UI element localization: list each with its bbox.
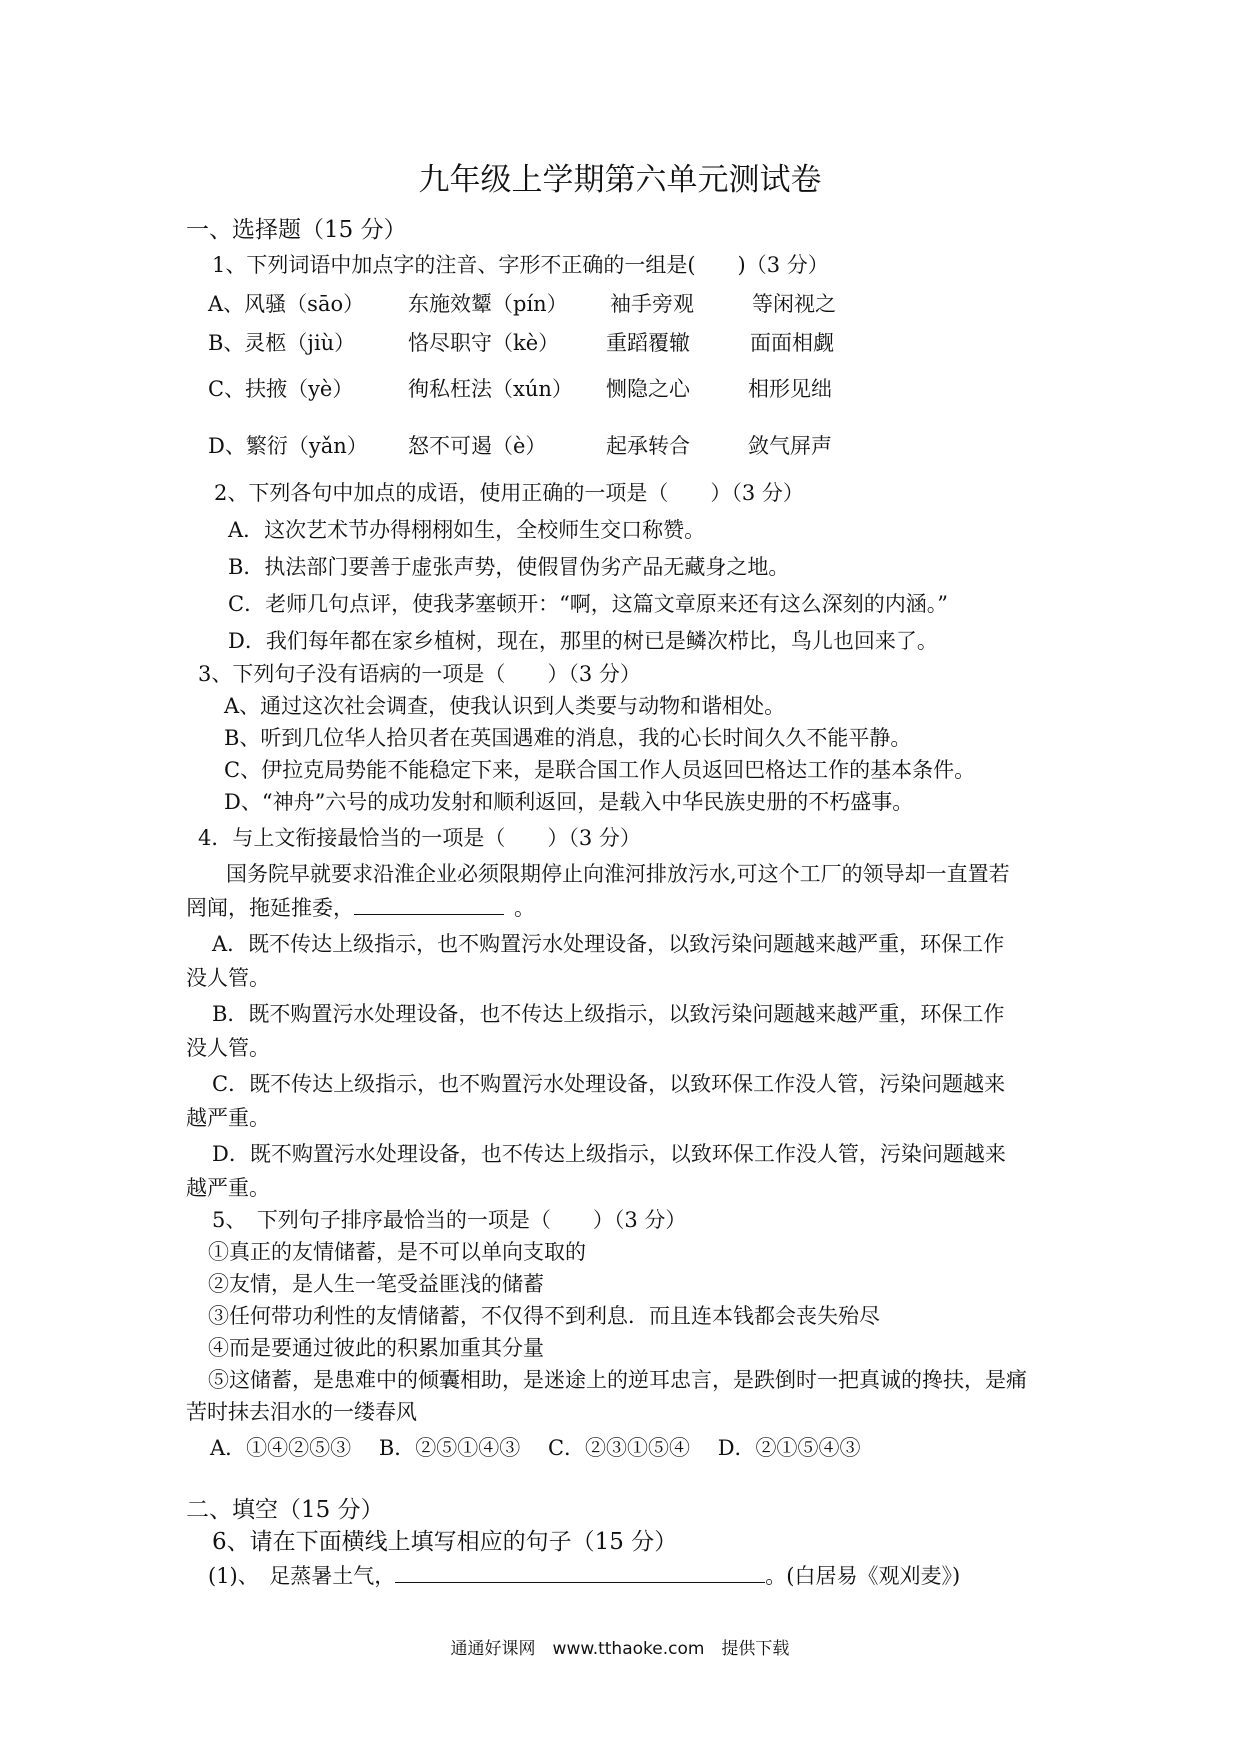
q1-row-d-1: D、繁衍（yǎn） [208,434,368,458]
q5-item-5: ⑤这储蓄，是患难中的倾囊相助，是迷途上的逆耳忠言，是跌倒时一把真诚的搀扶，是痛 [208,1368,1027,1392]
q4-option-c: C．既不传达上级指示，也不购置污水处理设备，以致环保工作没人管，污染问题越来 [212,1072,1006,1096]
q6-item-1-blank[interactable] [395,1564,765,1583]
q6-item-1 [208,1562,960,1590]
page-footer: 通通好课网 www.tthaoke.com 提供下载 [450,1639,790,1659]
q4-answer-blank[interactable] [354,896,504,915]
q2-option-d: D．我们每年都在家乡植树，现在，那里的树已是鳞次栉比，鸟儿也回来了。 [228,629,938,653]
q4-option-a-cont: 没人管。 [186,966,270,990]
q6-item-1-suffix: 。(白居易《观刈麦》) [765,1564,961,1588]
q5-stem: 5、 下列句子排序最恰当的一项是（ ）（3 分） [212,1208,687,1232]
q4-passage-text: 罔闻，拖延推委， [186,896,354,920]
q4-passage-line2 [186,894,535,922]
q2-option-c: C．老师几句点评，使我茅塞顿开：“啊，这篇文章原来还有这么深刻的内涵。” [228,592,949,616]
q1-row-b-3: 重蹈覆辙 [606,331,690,355]
q4-passage-line1: 国务院早就要求沿淮企业必须限期停止向淮河排放污水,可这个工厂的领导却一直置若 [226,862,1010,886]
q1-row-d-2: 怒不可遏（è） [408,434,547,458]
page-title: 九年级上学期第六单元测试卷 [418,162,822,198]
q3-stem: 3、下列句子没有语病的一项是（ ）（3 分） [198,662,641,686]
q5-item-1: ①真正的友情储蓄，是不可以单向支取的 [208,1240,586,1264]
q1-row-b-4: 面面相觑 [750,331,834,355]
q3-option-b: B、听到几位华人拾贝者在英国遇难的消息，我的心长时间久久不能平静。 [224,726,912,750]
q1-row-a-4: 等闲视之 [752,292,836,316]
section-2-heading: 二、填空（15 分） [186,1497,384,1523]
q4-stem: 4．与上文衔接最恰当的一项是（ ）（3 分） [198,826,641,850]
q1-row-b-1: B、灵柩（jiù） [208,331,356,355]
q5-item-5-cont: 苦时抹去泪水的一缕春风 [186,1400,417,1424]
q4-option-c-cont: 越严重。 [186,1106,270,1130]
q2-option-a: A．这次艺术节办得栩栩如生，全校师生交口称赞。 [228,518,706,542]
q2-stem: 2、下列各句中加点的成语，使用正确的一项是（ ）（3 分） [214,481,804,505]
q1-row-a-3: 袖手旁观 [610,292,694,316]
q2-option-b: B．执法部门要善于虚张声势，使假冒伪劣产品无藏身之地。 [228,555,790,579]
q1-row-c-1: C、扶掖（yè） [208,377,354,401]
q1-row-c-2: 徇私枉法（xún） [408,377,573,401]
q5-item-3: ③任何带功利性的友情储蓄，不仅得不到利息．而且连本钱都会丧失殆尽 [208,1304,880,1328]
q4-option-b-cont: 没人管。 [186,1036,270,1060]
q4-passage-period: 。 [514,896,535,920]
section-1-heading: 一、选择题（15 分） [186,217,407,243]
q1-row-c-4: 相形见绌 [748,377,832,401]
q4-option-d: D．既不购置污水处理设备，也不传达上级指示，以致环保工作没人管，污染问题越来 [212,1142,1006,1166]
q6-item-1-prefix: (1)、 足蒸暑土气， [208,1564,396,1588]
q5-answer-choices: A．①④②⑤③ B．②⑤①④③ C．②③①⑤④ D．②①⑤④③ [210,1436,861,1460]
q3-option-a: A、通过这次社会调查，使我认识到人类要与动物和谐相处。 [224,694,786,718]
q1-row-a-1: A、风骚（sāo） [208,292,365,316]
q1-stem: 1、下列词语中加点字的注音、字形不正确的一组是( )（3 分） [212,253,829,277]
q4-option-d-cont: 越严重。 [186,1176,270,1200]
q4-option-a: A．既不传达上级指示，也不购置污水处理设备，以致污染问题越来越严重，环保工作 [212,932,1005,956]
q6-stem: 6、请在下面横线上填写相应的句子（15 分） [212,1529,678,1555]
q3-option-c: C、伊拉克局势能不能稳定下来，是联合国工作人员返回巴格达工作的基本条件。 [224,758,976,782]
q1-row-a-2: 东施效颦（pín） [408,292,568,316]
q1-row-d-4: 敛气屏声 [748,434,832,458]
q1-row-d-3: 起承转合 [606,434,690,458]
q4-option-b: B．既不购置污水处理设备，也不传达上级指示，以致污染问题越来越严重，环保工作 [212,1002,1005,1026]
q1-row-b-2: 恪尽职守（kè） [408,331,560,355]
q5-item-2: ②友情，是人生一笔受益匪浅的储蓄 [208,1272,544,1296]
q3-option-d: D、“神舟”六号的成功发射和顺利返回，是载入中华民族史册的不朽盛事。 [224,790,914,814]
q1-row-c-3: 恻隐之心 [606,377,690,401]
q5-item-4: ④而是要通过彼此的积累加重其分量 [208,1336,544,1360]
